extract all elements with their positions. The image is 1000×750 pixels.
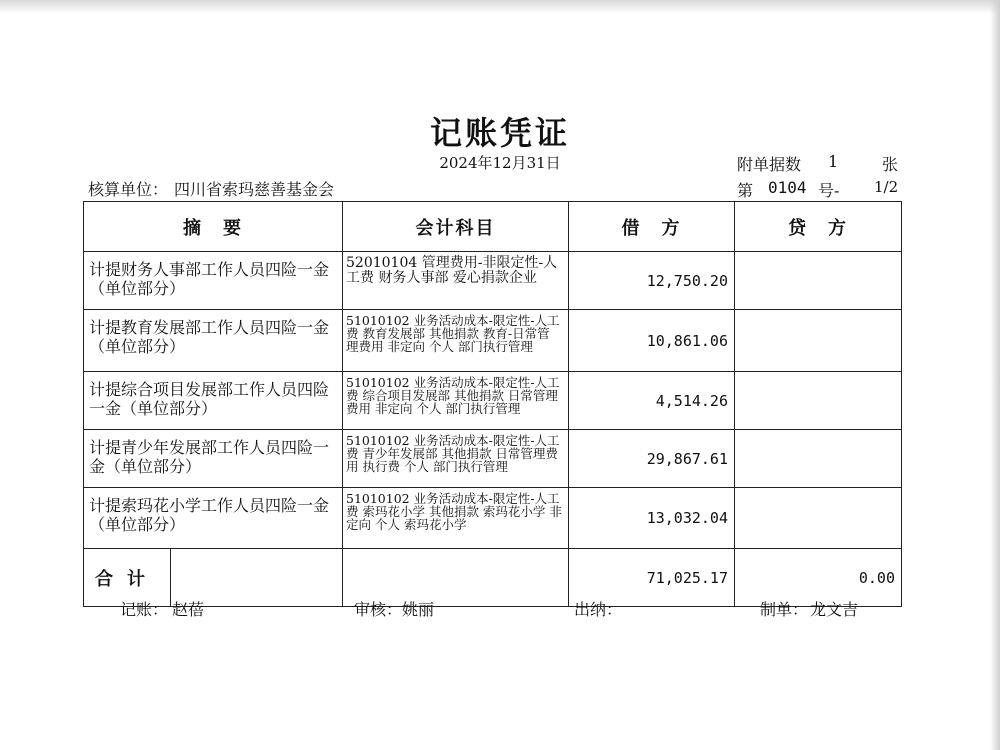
- row-credit: [735, 488, 902, 549]
- row-subject: 52010104 管理费用-非限定性-人工费 财务人事部 爱心捐款企业: [343, 252, 569, 310]
- row-debit: 4,514.26: [569, 372, 735, 430]
- preparer-name: 龙文吉: [810, 600, 859, 619]
- header-subject: 会计科目: [343, 202, 569, 252]
- row-credit: [735, 372, 902, 430]
- row-credit: [735, 310, 902, 372]
- row-summary: 计提教育发展部工作人员四险一金（单位部分）: [89, 318, 330, 356]
- table-row: [84, 310, 902, 372]
- voucher-number-prefix: 第: [737, 181, 754, 200]
- row-summary: 计提青少年发展部工作人员四险一金（单位部分）: [89, 438, 330, 476]
- table-row: [84, 372, 902, 430]
- table-row: [84, 430, 902, 488]
- total-credit: 0.00: [735, 549, 902, 607]
- total-debit: 71,025.17: [569, 549, 735, 607]
- row-debit: 29,867.61: [569, 430, 735, 488]
- bookkeeper-label: 记账：: [120, 600, 169, 619]
- header-credit: 贷 方: [735, 202, 902, 252]
- preparer-label: 制单：: [760, 600, 809, 619]
- voucher-title: 记账凭证: [429, 114, 570, 152]
- scan-edge-top: [0, 0, 1000, 14]
- row-credit: [735, 430, 902, 488]
- attachments-count: 1: [828, 152, 839, 171]
- row-debit: 13,032.04: [569, 488, 735, 549]
- attachments-label: 附单据数: [737, 155, 802, 174]
- voucher-number-suffix: 号-: [818, 181, 840, 200]
- voucher-page: 1/2: [874, 178, 899, 196]
- table-header-row: [84, 202, 902, 252]
- row-subject: 51010102 业务活动成本-限定性-人工费 青少年发展部 其他捐款 日常管理费用 执行费 个人 部门执行管理: [343, 430, 569, 488]
- header-debit: 借 方: [569, 202, 735, 252]
- row-summary: 计提索玛花小学工作人员四险一金（单位部分）: [89, 496, 330, 534]
- voucher-date: 2024年12月31日: [439, 154, 561, 172]
- row-summary: 计提综合项目发展部工作人员四险一金（单位部分）: [89, 380, 330, 418]
- row-credit: [735, 252, 902, 310]
- total-label: 合计: [84, 549, 171, 606]
- unit-name: 四川省索玛慈善基金会: [174, 180, 335, 199]
- row-debit: 10,861.06: [569, 310, 735, 372]
- table-row: [84, 252, 902, 310]
- header-summary: 摘 要: [84, 202, 343, 252]
- voucher-table: [83, 201, 902, 607]
- reviewer-name: 姚丽: [402, 600, 435, 619]
- voucher-number: 0104: [768, 178, 807, 197]
- row-subject: 51010102 业务活动成本-限定性-人工费 教育发展部 其他捐款 教育-日常管理费用 非定向 个人 部门执行管理: [343, 310, 569, 372]
- row-summary: 计提财务人事部工作人员四险一金（单位部分）: [89, 260, 330, 298]
- attachments-unit: 张: [882, 155, 899, 174]
- row-subject: 51010102 业务活动成本-限定性-人工费 索玛花小学 其他捐款 索玛花小学 非定向 个人 索玛花小学: [343, 488, 569, 549]
- bookkeeper-name: 赵蓓: [172, 600, 205, 619]
- unit-label: 核算单位：: [88, 180, 169, 199]
- reviewer-label: 审核：: [354, 600, 403, 619]
- cashier-label: 出纳：: [574, 600, 623, 619]
- row-debit: 12,750.20: [569, 252, 735, 310]
- table-row: [84, 488, 902, 549]
- row-subject: 51010102 业务活动成本-限定性-人工费 综合项目发展部 其他捐款 日常管理费用 非定向 个人 部门执行管理: [343, 372, 569, 430]
